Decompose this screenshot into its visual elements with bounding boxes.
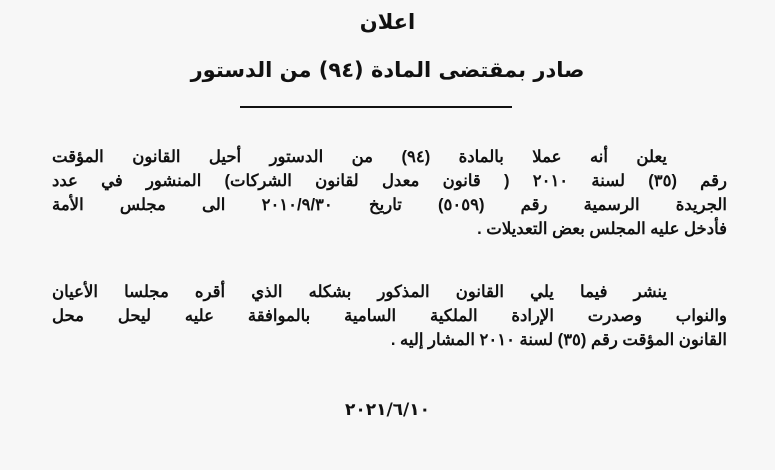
document-title: اعلان bbox=[359, 10, 416, 34]
paragraph-line: رقم (٣٥) لسنة ٢٠١٠ ( قانون معدل لقانون الشركات) المنشور في عدد bbox=[52, 172, 727, 190]
paragraph-line: القانون المؤقت رقم (٣٥) لسنة ٢٠١٠ المشار إليه . bbox=[390, 331, 727, 349]
title-divider bbox=[240, 106, 512, 108]
paragraph-publication bbox=[52, 280, 727, 352]
document-date: ٢٠٢١/٦/١٠ bbox=[344, 400, 431, 420]
document-subtitle: صادر بمقتضى المادة (٩٤) من الدستور bbox=[190, 58, 585, 82]
paragraph-line: الجريدة الرسمية رقم (٥٠٥٩) تاريخ ٢٠١٠/٩/٣٠ الى مجلس الأمة bbox=[52, 196, 727, 214]
paragraph-referral bbox=[52, 145, 727, 241]
paragraph-line: والنواب وصدرت الإرادة الملكية السامية بالموافقة عليه ليحل محل bbox=[52, 307, 727, 325]
paragraph-line: فأدخل عليه المجلس بعض التعديلات . bbox=[477, 220, 727, 238]
paragraph-line: يعلن أنه عملا بالمادة (٩٤) من الدستور أحيل القانون المؤقت bbox=[52, 148, 668, 166]
paragraph-line: ينشر فيما يلي القانون المذكور بشكله الذي أقره مجلسا الأعيان bbox=[52, 283, 667, 301]
